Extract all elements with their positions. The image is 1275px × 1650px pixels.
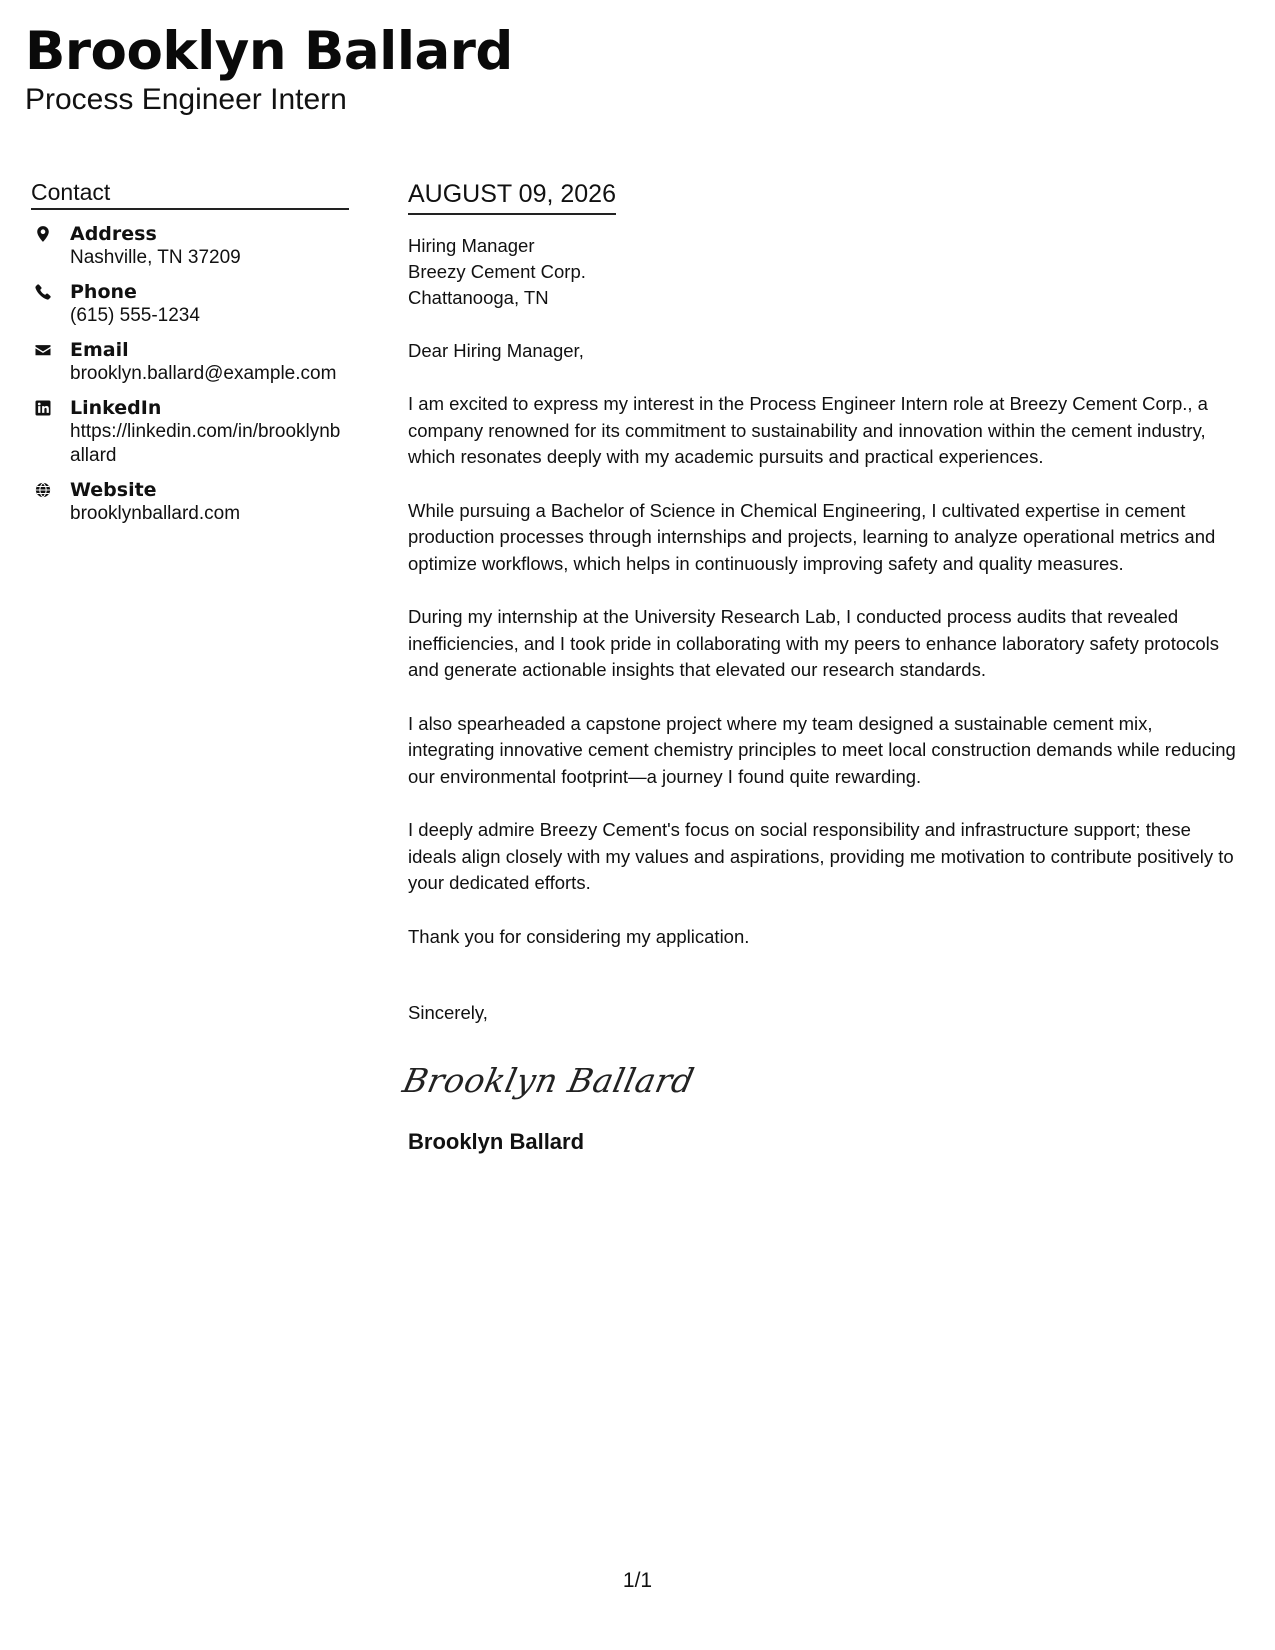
contact-label: Website bbox=[70, 479, 157, 501]
closing: Sincerely, bbox=[408, 1002, 488, 1023]
signer-name: Brooklyn Ballard bbox=[408, 1129, 585, 1154]
applicant-role: Process Engineer Intern bbox=[25, 83, 347, 116]
linkedin-icon bbox=[33, 398, 53, 418]
contact-label: Email bbox=[70, 339, 129, 361]
recipient-company: Breezy Cement Corp. bbox=[408, 261, 586, 282]
contact-label: Address bbox=[70, 223, 157, 245]
contact-value: Nashville, TN 37209 bbox=[70, 247, 241, 268]
resume-header bbox=[25, 22, 513, 118]
page-number: 1/1 bbox=[622, 1569, 653, 1592]
contact-value: (615) 555-1234 bbox=[70, 305, 200, 326]
map-pin-icon bbox=[33, 224, 53, 244]
letter-paragraph: I am excited to express my interest in the Process Engineer Intern role at Breezy Cement Corp., a company renowned for its commitment to sustainability and innovation within the cement industry, which resonates deeply with my academic pursuits and practical experiences. bbox=[408, 393, 1208, 467]
contact-value: https://linkedin.com/in/brooklynballard bbox=[70, 421, 341, 466]
contact-label: LinkedIn bbox=[70, 397, 162, 419]
cover-letter bbox=[399, 178, 1243, 1156]
letter-paragraph: During my internship at the University Research Lab, I conducted process audits that revealed inefficiencies, and I took pride in collaborating with my peers to enhance laboratory safety protocols and generate actionable insights that elevated our research standards. bbox=[408, 606, 1220, 680]
letter-paragraph: I also spearheaded a capstone project where my team designed a sustainable cement mix, integrating innovative cement chemistry principles to meet local construction demands while reducing our environmental footprint—a journey I found quite rewarding. bbox=[408, 712, 1236, 787]
contact-sidebar bbox=[31, 178, 349, 526]
applicant-name: Brooklyn Ballard bbox=[25, 21, 513, 82]
letter-paragraph: I deeply admire Breezy Cement's focus on social responsibility and infrastructure support; these ideals align closely with my values and aspirations, providing me motivation to contribute positively to your dedicated efforts. bbox=[408, 819, 1234, 893]
contact-value: brooklyn.ballard@example.com bbox=[70, 363, 337, 384]
contact-value: brooklynballard.com bbox=[70, 503, 241, 524]
contact-list bbox=[31, 222, 349, 526]
globe-icon bbox=[33, 480, 53, 500]
contact-item-website bbox=[31, 478, 349, 526]
contact-item-address bbox=[31, 222, 349, 270]
contact-label: Phone bbox=[70, 281, 137, 303]
contact-heading: Contact bbox=[31, 178, 349, 210]
phone-icon bbox=[33, 282, 53, 302]
recipient-title: Hiring Manager bbox=[408, 235, 535, 256]
signature-text: Brooklyn Ballard bbox=[399, 1061, 698, 1100]
contact-item-email bbox=[31, 338, 349, 386]
salutation: Dear Hiring Manager, bbox=[408, 340, 584, 361]
contact-item-linkedin bbox=[31, 396, 349, 468]
letter-date: AUGUST 09, 2026 bbox=[408, 178, 616, 215]
handwritten-signature bbox=[399, 1050, 1243, 1106]
letter-paragraph: Thank you for considering my application. bbox=[408, 925, 750, 947]
recipient-location: Chattanooga, TN bbox=[408, 287, 549, 308]
contact-item-phone bbox=[31, 280, 349, 328]
recipient-block bbox=[408, 233, 1243, 311]
letter-paragraph: While pursuing a Bachelor of Science in Chemical Engineering, I cultivated expertise in cement production processes through internships and projects, learning to analyze operational metrics and optimize workflows, which helps in continuously improving safety and quality measures. bbox=[408, 499, 1216, 574]
envelope-icon bbox=[33, 340, 53, 360]
